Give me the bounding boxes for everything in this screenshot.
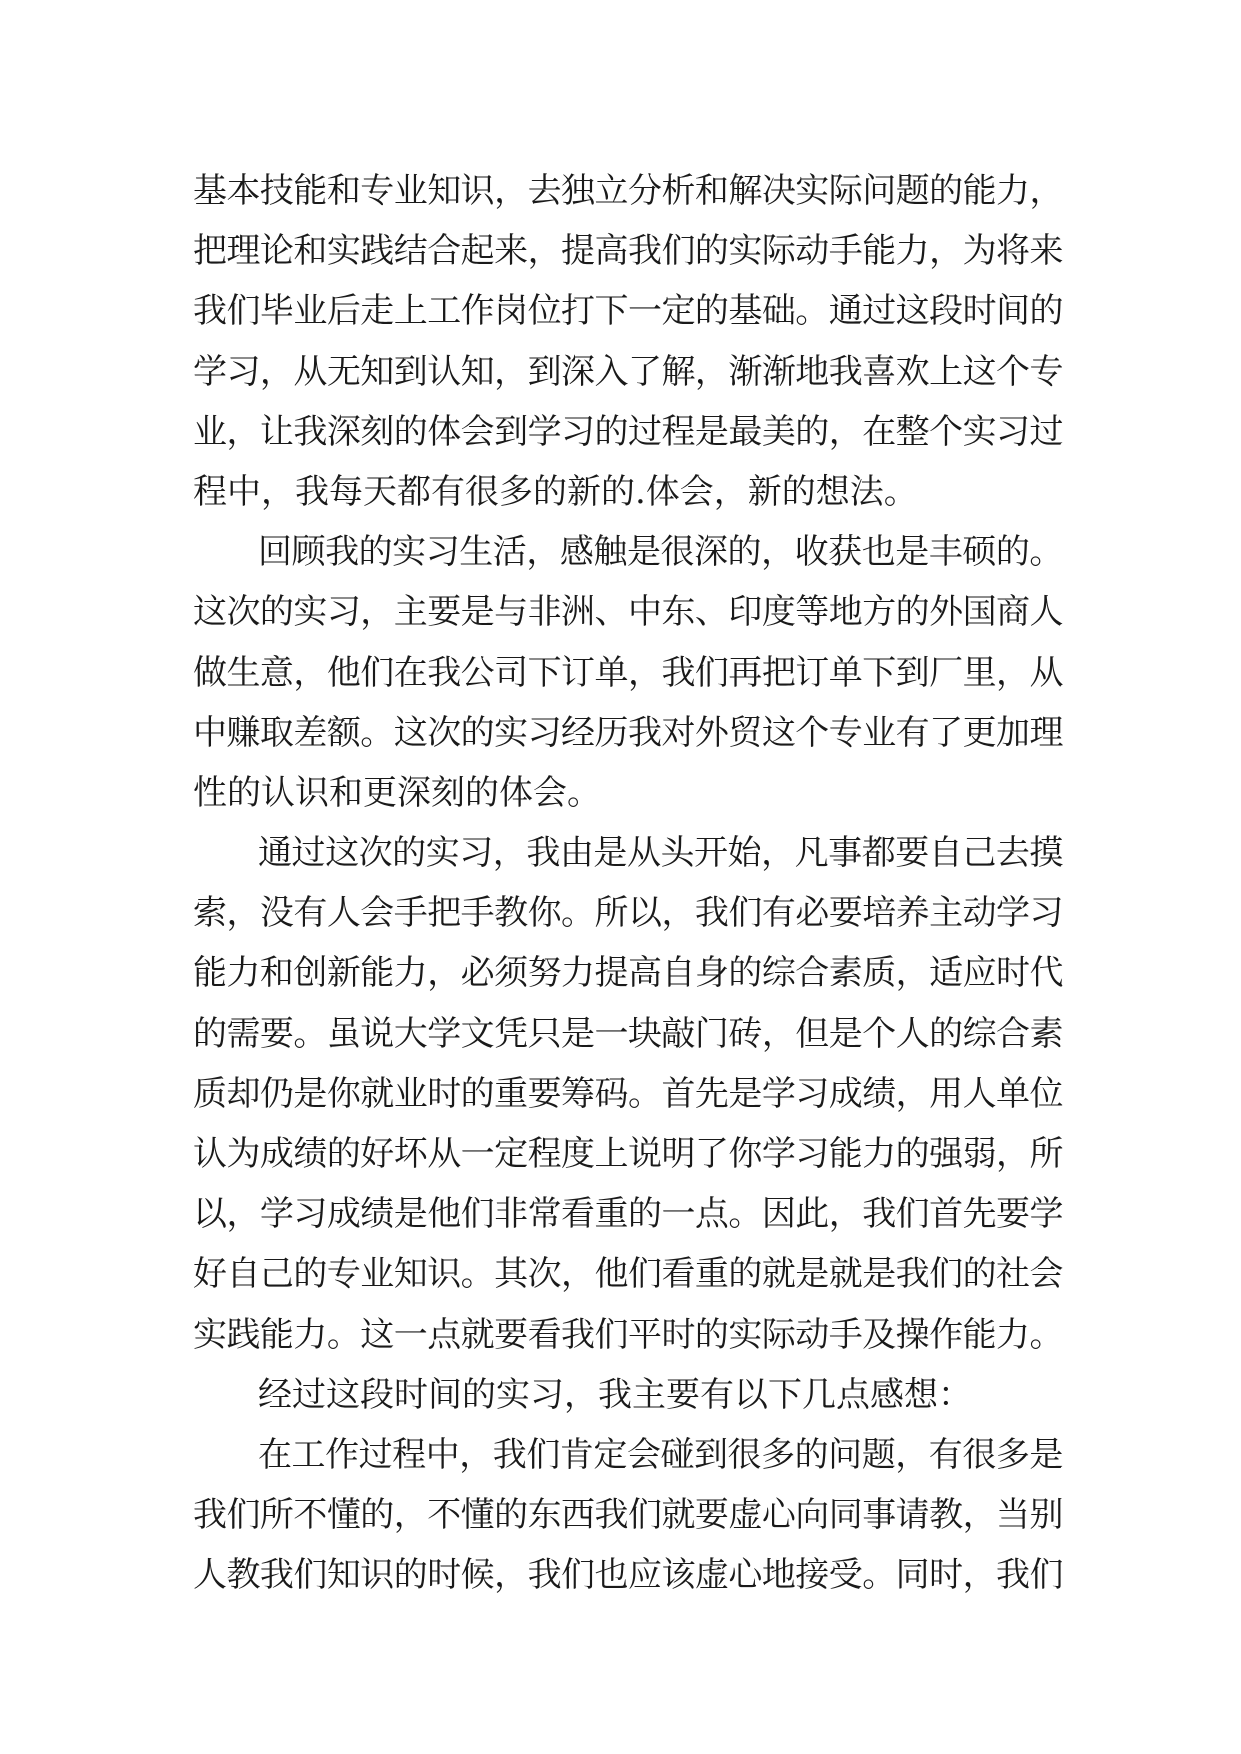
text-line: 索，没有人会手把手教你。所以，我们有必要培养主动学习 [193, 893, 1063, 934]
text-line: 通过这次的实习，我由是从头开始，凡事都要自己去摸 [258, 833, 1063, 874]
text-line: 认为成绩的好坏从一定程度上说明了你学习能力的强弱，所 [193, 1134, 1063, 1174]
text-line: 把理论和实践结合起来，提高我们的实际动手能力，为将来 [193, 231, 1063, 272]
text-line: 人教我们知识的时候，我们也应该虚心地接受。同时，我们 [193, 1555, 1063, 1596]
text-line: 回顾我的实习生活，感触是很深的，收获也是丰硕的。 [258, 532, 1063, 573]
text-line: 好自己的专业知识。其次，他们看重的就是就是我们的社会 [193, 1254, 1063, 1295]
text-line: 学习，从无知到认知，到深入了解，渐渐地我喜欢上这个专 [193, 351, 1063, 392]
text-line: 性的认识和更深刻的体会。 [193, 772, 601, 813]
text-line: 在工作过程中，我们肯定会碰到很多的问题，有很多是 [258, 1434, 1063, 1475]
text-line: 基本技能和专业知识，去独立分析和解决实际问题的能力， [193, 171, 1063, 211]
text-line: 经过这段时间的实习，我主要有以下几点感想： [258, 1374, 972, 1415]
text-line: 我们所不懂的，不懂的东西我们就要虚心向同事请教，当别 [193, 1495, 1063, 1536]
text-line: 的需要。虽说大学文凭只是一块敲门砖，但是个人的综合素 [193, 1013, 1063, 1054]
text-line: 这次的实习，主要是与非洲、中东、印度等地方的外国商人 [193, 592, 1063, 633]
text-line: 我们毕业后走上工作岗位打下一定的基础。通过这段时间的 [193, 291, 1063, 332]
text-line: 以，学习成绩是他们非常看重的一点。因此，我们首先要学 [193, 1194, 1063, 1235]
text-line: 实践能力。这一点就要看我们平时的实际动手及操作能力。 [193, 1314, 1063, 1355]
text-line: 做生意，他们在我公司下订单，我们再把订单下到厂里，从 [193, 652, 1063, 693]
text-line: 质却仍是你就业时的重要筹码。首先是学习成绩，用人单位 [193, 1073, 1063, 1114]
text-line: 能力和创新能力，必须努力提高自身的综合素质，适应时代 [193, 953, 1063, 994]
text-line: 中赚取差额。这次的实习经历我对外贸这个专业有了更加理 [193, 712, 1063, 753]
body-text [193, 161, 1063, 1606]
text-line: 程中，我每天都有很多的新的.体会，新的想法。 [193, 471, 918, 512]
text-line: 业，让我深刻的体会到学习的过程是最美的，在整个实习过 [193, 411, 1063, 452]
